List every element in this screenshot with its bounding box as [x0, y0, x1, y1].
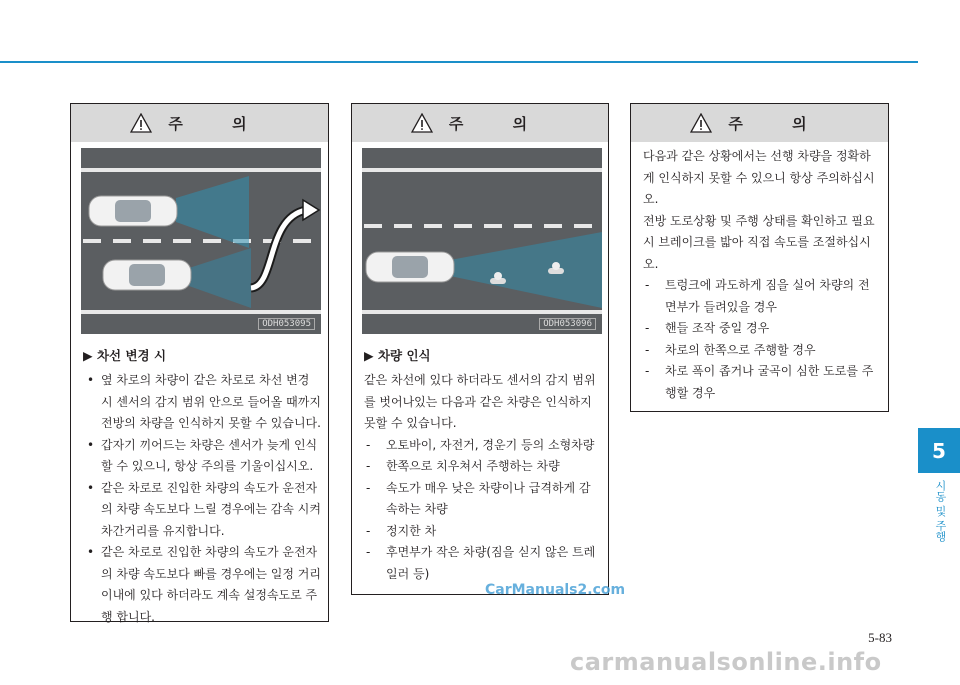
caution-header	[71, 104, 328, 142]
lane-change-illustration	[81, 148, 321, 334]
road-scene	[362, 148, 602, 334]
vehicle-detection-illustration	[362, 148, 602, 334]
watermark-small: CarManuals2.com	[485, 582, 626, 598]
caution-title: 주 의	[448, 114, 550, 133]
list-item: - 핸들 조작 중일 경우	[643, 318, 881, 340]
road-scene	[81, 148, 321, 334]
caution-box-lane-change	[70, 103, 329, 622]
list-item: - 속도가 매우 낮은 차량이나 급격하게 감속하는 차량	[364, 478, 602, 521]
car-ahead	[89, 196, 177, 226]
list-item: - 차로의 한쪽으로 주행할 경우	[643, 340, 881, 362]
warning-triangle-icon	[690, 113, 712, 133]
warning-triangle-icon	[411, 113, 433, 133]
car-own	[366, 252, 454, 282]
chapter-tab[interactable]: 5	[918, 428, 960, 473]
bullet-item: • 갑자기 끼어드는 차량은 센서가 늦게 인식할 수 있으니, 항상 주의를 기울이십시오.	[85, 435, 321, 478]
caution-header	[631, 104, 888, 142]
bullet-item: • 옆 차로의 차량이 같은 차로로 차선 변경 시 센서의 감지 범위 안으로 들어올 때까지 전방의 차량을 인식하지 못할 수 있습니다.	[85, 370, 321, 435]
page-number: 5-83	[868, 630, 892, 645]
bullet-item: • 같은 차로로 진입한 차량의 속도가 운전자의 차량 속도보다 느릴 경우에는 감속 시켜 차간거리를 유지합니다.	[85, 478, 321, 543]
intro-paragraph: 같은 차선에 있다 하더라도 센서의 감지 범위를 벗어나있는 다음과 같은 차량은 인식하지 못할 수 있습니다.	[364, 373, 596, 430]
list-item: - 정지한 차	[364, 521, 602, 543]
figure-code: ODH053096	[539, 318, 596, 330]
figure-code: ODH053095	[258, 318, 315, 330]
bullet-list	[85, 370, 321, 628]
recognition-text	[643, 146, 881, 404]
top-rule	[0, 61, 918, 63]
section-subtitle: ▶ 차량 인식	[364, 348, 431, 363]
paragraph: 전방 도로상황 및 주행 상태를 확인하고 필요 시 브레이크를 밟아 직접 속도를 조절하십시오.	[643, 213, 875, 271]
warning-triangle-icon	[130, 113, 152, 133]
car-own	[103, 260, 191, 290]
list-item: - 차로 폭이 좁거나 굴곡이 심한 도로를 주행할 경우	[643, 361, 881, 404]
list-item: - 후면부가 작은 차량(짐을 싣지 않은 트레일러 등)	[364, 542, 602, 585]
caution-box-vehicle-detection	[351, 103, 609, 595]
paragraph: 다음과 같은 상황에서는 선행 차량을 정확하게 인식하지 못할 수 있으니 항상 주의하십시오.	[643, 149, 875, 206]
bullet-item: • 같은 차로로 진입한 차량의 속도가 운전자의 차량 속도보다 빠를 경우에는 일정 거리 이내에 있다 하더라도 계속 설정속도로 주행 합니다.	[85, 542, 321, 628]
caution-title: 주 의	[728, 114, 829, 133]
list-item: - 한쪽으로 치우쳐서 주행하는 차량	[364, 456, 602, 478]
caution-box-recognition	[630, 103, 889, 412]
section-subtitle: ▶ 차선 변경 시	[83, 348, 167, 363]
list-item: - 오토바이, 자전거, 경운기 등의 소형차량	[364, 435, 602, 457]
detection-text	[364, 370, 602, 585]
caution-title: 주 의	[168, 114, 269, 133]
chapter-title: 시동 및 주행	[934, 480, 947, 542]
caution-header	[352, 104, 608, 142]
watermark-large: carmanualsonline.info	[570, 648, 882, 676]
list-item: - 트렁크에 과도하게 짐을 실어 차량의 전면부가 들려있을 경우	[643, 275, 881, 318]
